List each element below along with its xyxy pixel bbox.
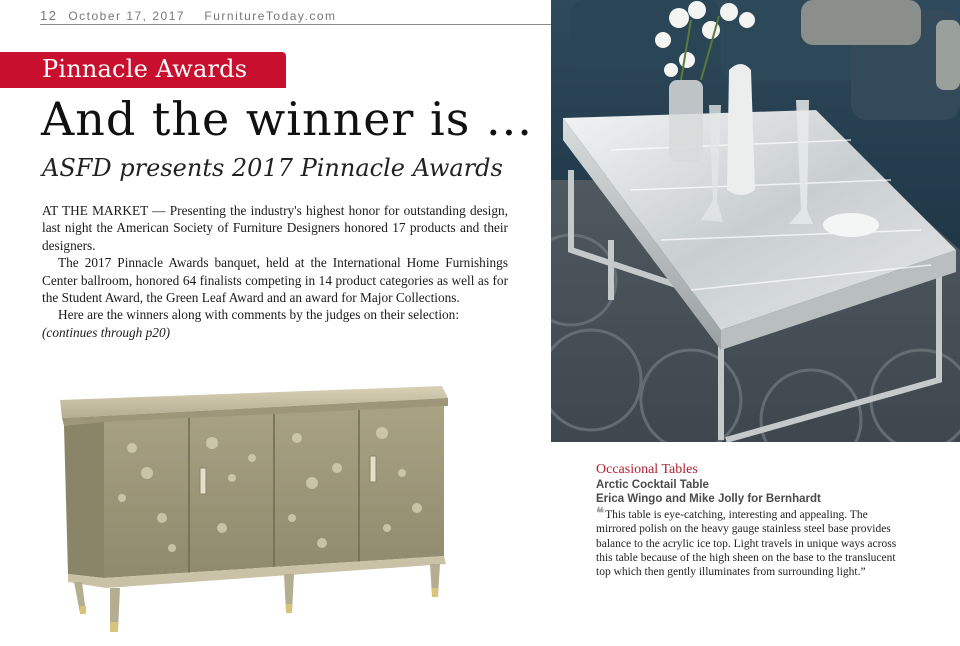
caption-product: Arctic Cocktail Table (596, 479, 709, 491)
issue-date: October 17, 2017 (68, 9, 186, 23)
caption-designers: Erica Wingo and Mike Jolly for Bernhardt (596, 493, 821, 505)
photo-caption (596, 462, 906, 579)
paragraph-1: AT THE MARKET — Presenting the industry's highest honor for outstanding design, last night the American Society of Furniture Designers honored 17 products and their designers. (42, 203, 508, 253)
subheadline: ASFD presents 2017 Pinnacle Awards (42, 154, 503, 182)
continues-note: (continues through p20) (42, 324, 171, 340)
page-number: 12 (40, 8, 58, 23)
page-header (40, 8, 552, 25)
caption-quote-text: This table is eye-catching, interesting and appealing. The mirrored polish on the heavy gauge stainless steel base provides balance to the acrylic ice top. Light travels in unique ways across this table because of the high sheen on the base to the translucent top which then gently illuminates from surrounding light.” (596, 509, 897, 579)
paragraph-3: Here are the winners along with comments by the judges on their selection: (58, 307, 460, 323)
site-name: FurnitureToday.com (204, 9, 337, 23)
paragraph-2: The 2017 Pinnacle Awards banquet, held at the International Home Furnishings Center ballroom, honored 64 finalists competing in 14 product categories as well as for the Student Award, the Green Leaf Award and an award for Major Collections. (42, 255, 508, 306)
cocktail-table-photo (551, 0, 960, 442)
caption-category: Occasional Tables (596, 462, 698, 477)
article-body (42, 202, 508, 341)
cocktail-table-illustration (551, 0, 960, 442)
sideboard-illustration (52, 378, 462, 640)
headline: And the winner is ... (41, 92, 533, 146)
quote-mark-icon: ❝ (596, 506, 605, 522)
caption-quote (596, 507, 906, 579)
section-banner (0, 52, 286, 88)
sideboard-photo (52, 378, 462, 640)
section-label: Pinnacle Awards (42, 55, 248, 83)
